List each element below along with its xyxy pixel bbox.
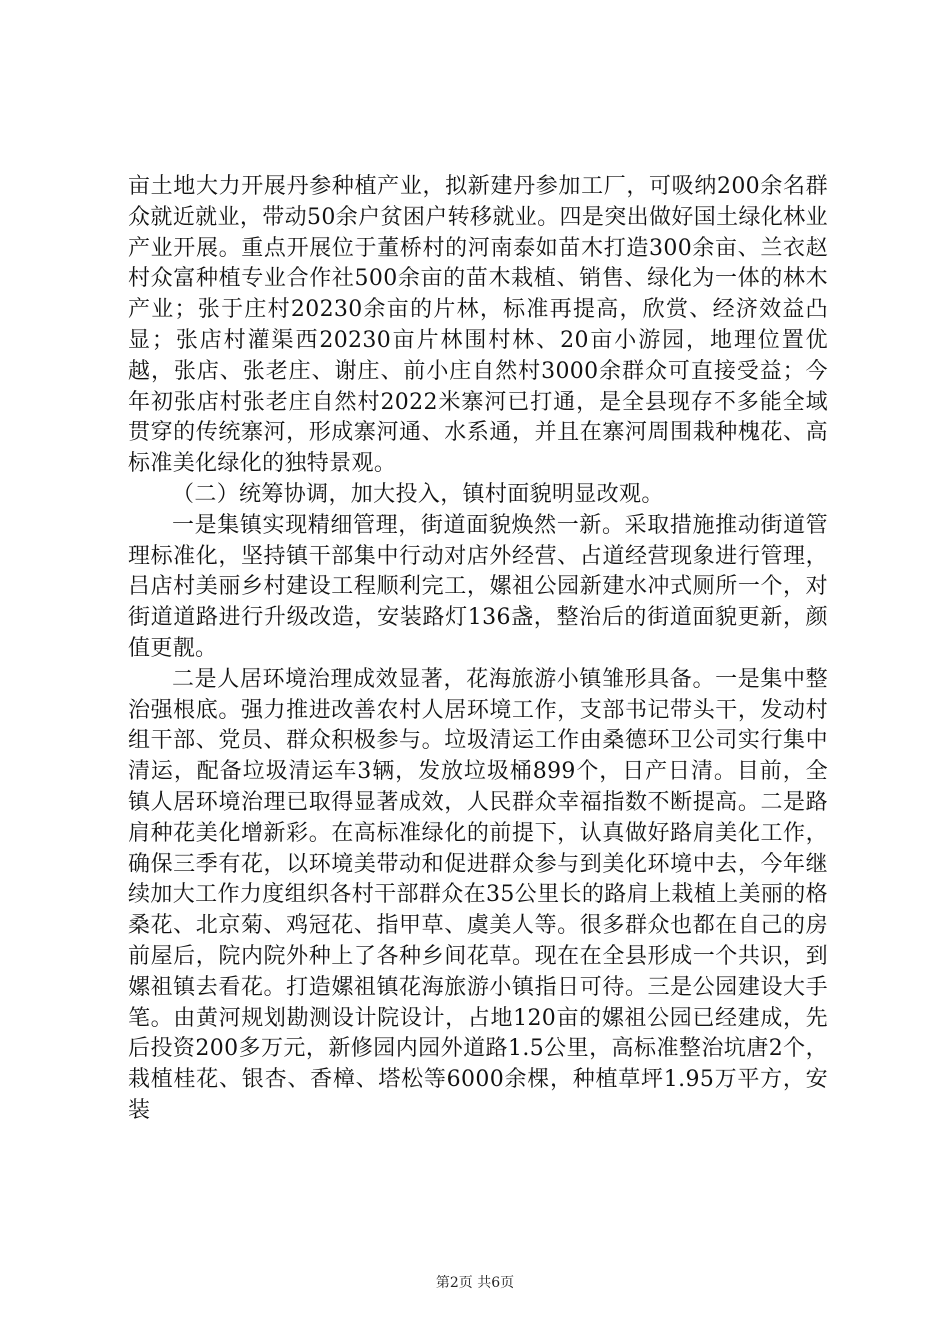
page-footer: 第2页 共6页: [435, 1275, 515, 1291]
paragraph-forestry: 亩土地大力开展丹参种植产业，拟新建丹参加工厂，可吸纳200余名群众就近就业，带动50余户贫困户转移就业。四是突出做好国土绿化林业产业开展。重点开展位于董桥村的河南泰如苗木打造300余亩、兰衣赵村众富种植专业合作社500余亩的苗木栽植、销售、绿化为一体的林木产业；张于庄村20230余亩的片林，标准再提高，欣赏、经济效益凸显；张店村灌渠西20230亩片林围村林、20亩小游园，地理位置优越，张店、张老庄、谢庄、前小庄自然村3000余群众可直接受益；今年初张店村张老庄自然村2022米寨河已打通，是全县现存不多能全域贯穿的传统寨河，形成寨河通、水系通，并且在寨河周围栽种槐花、高标准美化绿化的独特景观。: [128, 174, 828, 477]
paragraph-town-management: 一是集镇实现精细管理，街道面貌焕然一新。采取措施推动街道管理标准化，坚持镇干部集中行动对店外经营、占道经营现象进行管理，吕店村美丽乡村建设工程顺利完工，嫘祖公园新建水冲式厕所一个，对街道道路进行升级改造，安装路灯136盏，整治后的街道面貌更新，颜值更靓。: [128, 512, 828, 661]
document-body: [128, 172, 828, 1127]
paragraph-living-environment: 二是人居环境治理成效显著，花海旅游小镇雏形具备。一是集中整治强根底。强力推进改善农村人居环境工作，支部书记带头干，发动村组干部、党员、群众积极参与。垃圾清运工作由桑德环卫公司实行集中清运，配备垃圾清运车3辆，发放垃圾桶899个，日产日清。目前，全镇人居环境治理已取得显著成效，人民群众幸福指数不断提高。二是路肩种花美化增新彩。在高标准绿化的前提下，认真做好路肩美化工作，确保三季有花，以环境美带动和促进群众参与到美化环境中去，今年继续加大工作力度组织各村干部群众在35公里长的路肩上栽植上美丽的格桑花、北京菊、鸡冠花、指甲草、虞美人等。很多群众也都在自己的房前屋后，院内院外种上了各种乡间花草。现在在全县形成一个共识，到嫘祖镇去看花。打造嫘祖镇花海旅游小镇指日可待。三是公园建设大手笔。由黄河规划勘测设计院设计，占地120亩的嫘祖公园已经建成，先后投资200多万元，新修园内园外道路1.5公里，高标准整治坑唐2个，栽植桂花、银杏、香樟、塔松等6000余棵，种植草坪1.95万平方，安装: [128, 666, 828, 1123]
section-heading-2: （二）统筹协调，加大投入，镇村面貌明显改观。: [172, 481, 664, 507]
